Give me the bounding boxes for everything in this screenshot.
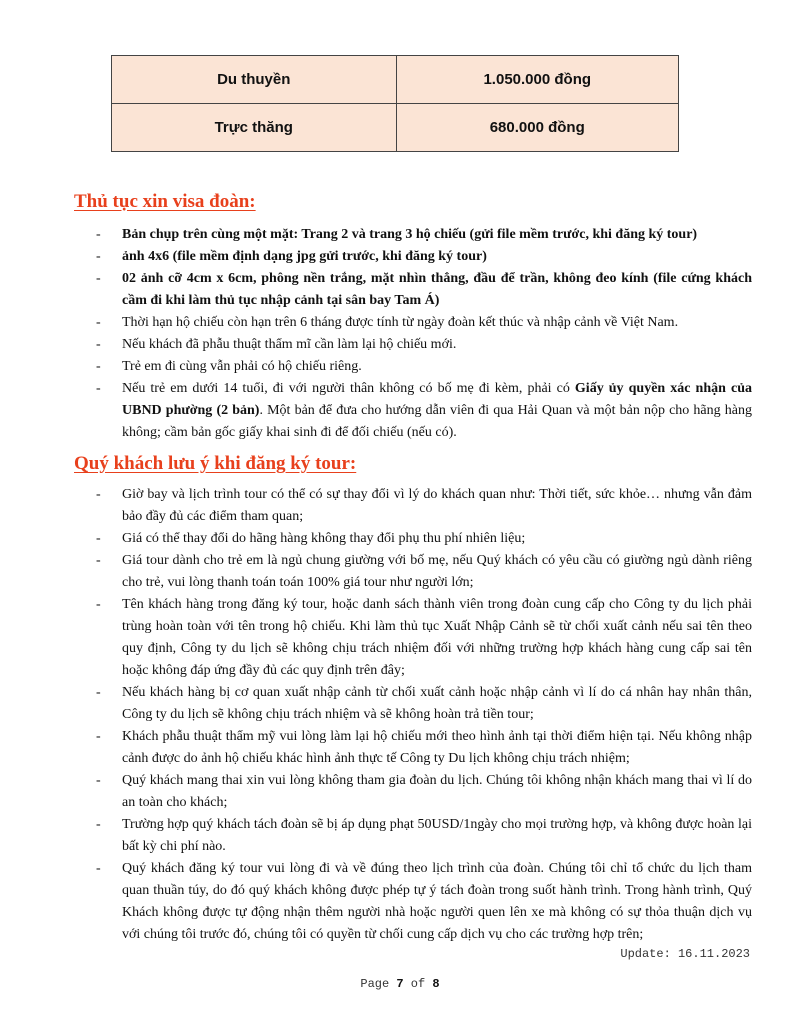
update-date: Update: 16.11.2023 (620, 947, 750, 961)
list-item: - Nếu khách đã phẫu thuật thẩm mĩ cần làm lại hộ chiếu mới. (96, 334, 752, 356)
of-label: of (410, 977, 426, 991)
list-item: - Tên khách hàng trong đăng ký tour, hoặc danh sách thành viên trong đoàn cung cấp cho Công ty du lịch phải trùng hoàn toàn với tên trong hộ chiếu. Khi làm thủ tục Xuất Nhập Cảnh sẽ từ chối xuất cảnh nếu sai tên theo quy định, Công ty du lịch sẽ không chịu trách nhiệm đối với những trường hợp khách hàng cung cấp sai tên hoặc không đáp ứng đầy đủ các quy định trên đây; (96, 594, 752, 682)
table-cell-item: Trực thăng (112, 104, 397, 152)
bullet-dash: - (96, 359, 101, 374)
bullet-dash: - (96, 597, 101, 612)
list-item: - ảnh 4x6 (file mềm định dạng jpg gửi trước, khi đăng ký tour) (96, 246, 752, 268)
total-pages: 8 (432, 977, 440, 991)
page-number: 7 (396, 977, 404, 991)
visa-section-title: Thủ tục xin visa đoàn: (74, 191, 256, 212)
bullet-dash: - (96, 773, 101, 788)
bullet-dash: - (96, 381, 101, 396)
bullet-dash: - (96, 337, 101, 352)
bullet-dash: - (96, 531, 101, 546)
table-row (112, 56, 679, 104)
list-item: - Quý khách đăng ký tour vui lòng đi và về đúng theo lịch trình của đoàn. Chúng tôi chỉ tổ chức du lịch tham quan thuần túy, do đó quý khách không được phép tự ý tách đoàn trong suốt hành trình. Trong hành trình, Quý Khách không được tự động nhận thêm người nhà hoặc người quen lên xe mà không có sự thỏa thuận dịch vụ với chúng tôi trước đó, chúng tôi có quyền từ chối cung cấp dịch vụ cho các trường hợp trên; (96, 858, 752, 946)
table-cell-price: 680.000 đồng (396, 104, 679, 152)
bullet-dash: - (96, 817, 101, 832)
price-table (111, 55, 679, 152)
visa-list (96, 224, 752, 444)
list-item: - Nếu trẻ em dưới 14 tuổi, đi với người thân không có bố mẹ đi kèm, phải có Giấy ủy quyền xác nhận của UBND phường (2 bản). Một bản để đưa cho hướng dẫn viên đi qua Hải Quan và một bản nộp cho hãng hàng không; cầm bản gốc giấy khai sinh đi để đối chiếu (nếu có). (96, 378, 752, 444)
list-item: - Nếu khách hàng bị cơ quan xuất nhập cảnh từ chối xuất cảnh hoặc nhập cảnh vì lí do cá nhân hay nhân thân, Công ty du lịch sẽ không chịu trách nhiệm và sẽ không hoàn trả tiền tour; (96, 682, 752, 726)
table-cell-item: Du thuyền (112, 56, 397, 104)
page-footer (0, 977, 800, 991)
list-item: - Thời hạn hộ chiếu còn hạn trên 6 tháng được tính từ ngày đoàn kết thúc và nhập cảnh về Việt Nam. (96, 312, 752, 334)
bullet-dash: - (96, 227, 101, 242)
notes-section-title: Quý khách lưu ý khi đăng ký tour: (74, 453, 357, 474)
list-item: - 02 ảnh cỡ 4cm x 6cm, phông nền trắng, mặt nhìn thẳng, đầu để trần, không đeo kính (file cứng khách cầm đi khi làm thủ tục nhập cảnh tại sân bay Tam Á) (96, 268, 752, 312)
bullet-dash: - (96, 861, 101, 876)
page-label: Page (360, 977, 390, 991)
notes-list (96, 484, 752, 946)
list-item: - Giá tour dành cho trẻ em là ngủ chung giường với bố mẹ, nếu Quý khách có yêu cầu có giường ngủ dành riêng cho trẻ, vui lòng thanh toán toán 100% giá tour như người lớn; (96, 550, 752, 594)
list-item: - Giá có thể thay đổi do hãng hàng không thay đổi phụ thu phí nhiên liệu; (96, 528, 752, 550)
list-item: - Trẻ em đi cùng vẫn phải có hộ chiếu riêng. (96, 356, 752, 378)
table-row (112, 104, 679, 152)
list-item: - Bản chụp trên cùng một mặt: Trang 2 và trang 3 hộ chiếu (gửi file mềm trước, khi đăng ký tour) (96, 224, 752, 246)
bullet-dash: - (96, 729, 101, 744)
list-item: - Khách phẫu thuật thẩm mỹ vui lòng làm lại hộ chiếu mới theo hình ảnh tại thời điểm hiện tại. Nếu không nhập cảnh được do ảnh hộ chiếu khác hình ảnh thực tế Công ty Du lịch không chịu trách nhiệm; (96, 726, 752, 770)
list-item: - Quý khách mang thai xin vui lòng không tham gia đoàn du lịch. Chúng tôi không nhận khách mang thai vì lí do an toàn cho khách; (96, 770, 752, 814)
bullet-dash: - (96, 685, 101, 700)
bullet-dash: - (96, 271, 101, 286)
list-item: - Trường hợp quý khách tách đoàn sẽ bị áp dụng phạt 50USD/1ngày cho mọi trường hợp, và không được hoàn lại bất kỳ chi phí nào. (96, 814, 752, 858)
bullet-dash: - (96, 249, 101, 264)
bullet-dash: - (96, 487, 101, 502)
bullet-dash: - (96, 553, 101, 568)
table-cell-price: 1.050.000 đồng (396, 56, 679, 104)
list-item: - Giờ bay và lịch trình tour có thể có sự thay đổi vì lý do khách quan như: Thời tiết, sức khỏe… nhưng vẫn đảm bảo đầy đủ các điểm tham quan; (96, 484, 752, 528)
bullet-dash: - (96, 315, 101, 330)
